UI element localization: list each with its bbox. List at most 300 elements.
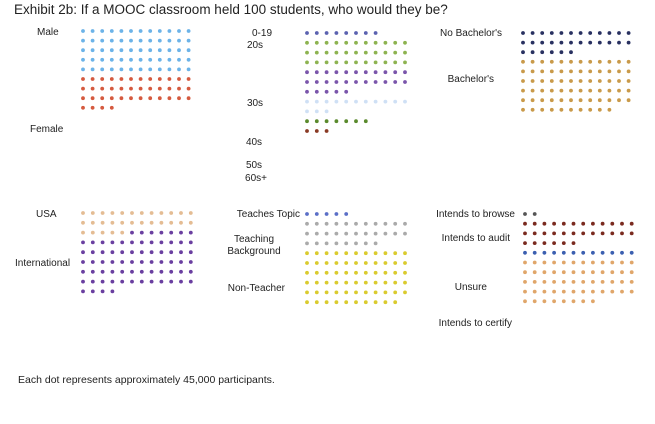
dot-country-international [81, 280, 85, 284]
dot-age-30s [335, 90, 339, 94]
dot-teaching-teaching-background [315, 242, 319, 246]
dot-age-60s- [315, 129, 319, 133]
dot-degree-no-bachelor-s [617, 41, 621, 45]
dot-age-40s [354, 100, 358, 104]
dot-intention-intends-to-certify [523, 261, 527, 265]
dot-teaching-non-teacher [344, 281, 348, 285]
dot-age-40s [315, 110, 319, 114]
dot-age-20s [374, 61, 378, 65]
dot-country-usa [179, 211, 183, 215]
dot-teaching-teaching-background [335, 232, 339, 236]
dot-teaching-non-teacher [393, 261, 397, 265]
dot-gender-male [100, 48, 104, 52]
dot-country-usa [120, 231, 124, 235]
dot-intention-intends-to-certify [591, 270, 595, 274]
dot-age-30s [344, 80, 348, 84]
dot-teaching-non-teacher [364, 251, 368, 255]
dot-degree-no-bachelor-s [560, 41, 564, 45]
dot-country-international [150, 250, 154, 254]
dot-teaching-non-teacher [393, 271, 397, 275]
dot-degree-bachelor-s [608, 79, 612, 83]
dot-country-usa [130, 221, 134, 225]
panel-degree [440, 28, 630, 112]
dot-country-international [81, 250, 85, 254]
dot-country-international [101, 270, 105, 274]
dot-age-30s [325, 70, 329, 74]
dot-degree-no-bachelor-s [540, 50, 544, 54]
dot-age-20s [403, 41, 407, 45]
dot-country-usa [140, 211, 144, 215]
dot-country-international [130, 260, 134, 264]
dot-teaching-teaches-topic [305, 212, 309, 216]
dot-degree-no-bachelor-s [540, 31, 544, 35]
dot-degree-bachelor-s [617, 70, 621, 74]
panel-gender [30, 27, 191, 135]
dot-age-20s [305, 51, 309, 55]
dot-country-international [120, 241, 124, 245]
panel-intention [436, 209, 634, 329]
dot-country-international [150, 241, 154, 245]
dot-gender-female [120, 96, 124, 100]
dot-teaching-non-teacher [393, 300, 397, 304]
dot-country-international [160, 260, 164, 264]
dot-age-50s [364, 119, 368, 123]
dot-teaching-teaching-background [374, 232, 378, 236]
dot-teaching-non-teacher [374, 251, 378, 255]
dot-teaching-non-teacher [354, 281, 358, 285]
dot-teaching-teaching-background [354, 222, 358, 226]
dot-intention-intends-to-certify [572, 299, 576, 303]
dot-degree-bachelor-s [550, 108, 554, 112]
dot-gender-female [91, 96, 95, 100]
dot-age-30s [364, 80, 368, 84]
dot-country-international [160, 241, 164, 245]
dot-intention-intends-to-audit [562, 232, 566, 236]
dot-gender-male [120, 68, 124, 72]
dot-gender-female [81, 96, 85, 100]
dot-intention-intends-to-certify [533, 280, 537, 284]
dot-country-usa [111, 231, 115, 235]
dot-gender-male [81, 29, 85, 33]
category-label: 50s [245, 160, 263, 171]
dot-degree-bachelor-s [569, 89, 573, 93]
dot-teaching-non-teacher [315, 251, 319, 255]
category-label: No Bachelor's [440, 28, 502, 39]
dot-country-usa [101, 221, 105, 225]
dot-intention-unsure [552, 251, 556, 255]
dot-gender-male [148, 58, 152, 62]
dot-intention-intends-to-certify [601, 261, 605, 265]
dot-degree-no-bachelor-s [540, 41, 544, 45]
dot-intention-intends-to-certify [591, 280, 595, 284]
dot-gender-male [168, 39, 172, 43]
dot-age-30s [403, 70, 407, 74]
dot-age-30s [354, 70, 358, 74]
dot-gender-female [110, 87, 114, 91]
dot-teaching-teaching-background [344, 222, 348, 226]
dot-age-30s [325, 90, 329, 94]
dot-age-0-19 [305, 31, 309, 35]
dot-gender-male [81, 68, 85, 72]
dot-teaching-non-teacher [403, 291, 407, 295]
dot-teaching-non-teacher [403, 271, 407, 275]
dot-intention-intends-to-certify [543, 299, 547, 303]
dot-gender-male [177, 48, 181, 52]
dot-degree-bachelor-s [569, 79, 573, 83]
dot-degree-bachelor-s [560, 98, 564, 102]
dot-intention-intends-to-certify [552, 270, 556, 274]
dot-age-20s [344, 41, 348, 45]
dot-age-30s [374, 70, 378, 74]
dot-intention-intends-to-audit [562, 222, 566, 226]
dot-teaching-non-teacher [403, 281, 407, 285]
dot-gender-female [148, 96, 152, 100]
dot-intention-intends-to-certify [581, 280, 585, 284]
dot-gender-male [139, 39, 143, 43]
dot-age-20s [315, 51, 319, 55]
dot-intention-intends-to-certify [562, 290, 566, 294]
dot-teaching-teaches-topic [335, 212, 339, 216]
dot-degree-bachelor-s [627, 89, 631, 93]
dot-country-international [169, 241, 173, 245]
dot-country-usa [111, 221, 115, 225]
dot-gender-male [100, 29, 104, 33]
dot-country-international [91, 241, 95, 245]
dot-degree-no-bachelor-s [588, 31, 592, 35]
dot-intention-intends-to-certify [591, 261, 595, 265]
dot-teaching-non-teacher [305, 251, 309, 255]
dot-intention-intends-to-certify [552, 261, 556, 265]
dot-intention-intends-to-audit [572, 241, 576, 245]
dot-intention-intends-to-audit [523, 241, 527, 245]
dot-degree-bachelor-s [627, 98, 631, 102]
dot-gender-male [187, 39, 191, 43]
dot-intention-intends-to-certify [620, 261, 624, 265]
dot-gender-female [168, 96, 172, 100]
dot-age-40s [364, 100, 368, 104]
dot-gender-male [81, 48, 85, 52]
dot-gender-male [110, 58, 114, 62]
dot-gender-male [158, 68, 162, 72]
dot-country-usa [81, 211, 85, 215]
dot-gender-male [148, 68, 152, 72]
dot-teaching-non-teacher [344, 271, 348, 275]
category-label: 40s [245, 137, 263, 148]
dot-gender-male [177, 29, 181, 33]
dot-gender-female [158, 96, 162, 100]
category-label: Teaching [233, 234, 275, 245]
dot-gender-male [100, 58, 104, 62]
dot-degree-bachelor-s [598, 89, 602, 93]
dot-country-usa [150, 211, 154, 215]
dot-teaching-non-teacher [335, 251, 339, 255]
dot-degree-bachelor-s [540, 108, 544, 112]
dot-teaching-teaching-background [364, 242, 368, 246]
dot-intention-intends-to-certify [581, 299, 585, 303]
dot-age-50s [335, 119, 339, 123]
dot-intention-unsure [572, 251, 576, 255]
dot-intention-intends-to-certify [562, 280, 566, 284]
dot-country-usa [150, 221, 154, 225]
dot-country-usa [189, 211, 193, 215]
dot-gender-male [129, 39, 133, 43]
dot-age-30s [344, 90, 348, 94]
dot-age-0-19 [335, 31, 339, 35]
dot-gender-male [110, 39, 114, 43]
dot-teaching-teaching-background [344, 242, 348, 246]
dot-age-20s [354, 51, 358, 55]
panel-teaching [227, 209, 407, 304]
dot-degree-no-bachelor-s [569, 41, 573, 45]
category-label: 0-19 [251, 28, 273, 39]
dot-teaching-non-teacher [374, 300, 378, 304]
dot-country-international [91, 280, 95, 284]
dot-intention-intends-to-certify [523, 280, 527, 284]
dot-teaching-teaching-background [393, 232, 397, 236]
dot-teaching-teaches-topic [325, 212, 329, 216]
dot-country-international [130, 250, 134, 254]
dot-gender-female [100, 77, 104, 81]
dot-country-international [150, 270, 154, 274]
dot-country-international [91, 250, 95, 254]
dot-gender-male [91, 58, 95, 62]
dot-age-20s [305, 61, 309, 65]
dot-country-international [189, 260, 193, 264]
dot-gender-female [91, 106, 95, 110]
dot-intention-intends-to-audit [572, 232, 576, 236]
dot-age-30s [315, 90, 319, 94]
dot-gender-male [91, 39, 95, 43]
dot-teaching-non-teacher [393, 291, 397, 295]
dot-age-20s [364, 61, 368, 65]
dot-teaching-teaching-background [364, 232, 368, 236]
dot-age-20s [325, 41, 329, 45]
dot-degree-no-bachelor-s [521, 41, 525, 45]
dot-country-usa [169, 221, 173, 225]
dot-teaching-non-teacher [335, 261, 339, 265]
dot-intention-unsure [610, 251, 614, 255]
dot-degree-bachelor-s [521, 98, 525, 102]
dot-intention-intends-to-certify [562, 299, 566, 303]
dot-teaching-non-teacher [305, 300, 309, 304]
dot-gender-male [148, 29, 152, 33]
dot-teaching-teaching-background [335, 222, 339, 226]
dot-teaching-non-teacher [393, 281, 397, 285]
dot-teaching-teaching-background [315, 222, 319, 226]
dot-teaching-non-teacher [315, 291, 319, 295]
dot-gender-male [129, 48, 133, 52]
dot-gender-male [177, 39, 181, 43]
dot-intention-intends-to-certify [610, 280, 614, 284]
dot-teaching-non-teacher [374, 261, 378, 265]
dot-age-20s [305, 41, 309, 45]
dot-teaching-teaching-background [374, 222, 378, 226]
dot-country-usa [169, 211, 173, 215]
dot-age-30s [393, 80, 397, 84]
dot-teaching-non-teacher [354, 261, 358, 265]
dot-degree-no-bachelor-s [579, 41, 583, 45]
dot-gender-male [120, 58, 124, 62]
dot-intention-intends-to-certify [523, 270, 527, 274]
dot-age-40s [315, 100, 319, 104]
dot-age-20s [393, 61, 397, 65]
category-label: Intends to browse [436, 209, 515, 220]
dot-intention-intends-to-browse [523, 212, 527, 216]
dot-age-40s [305, 100, 309, 104]
dot-gender-male [168, 58, 172, 62]
dot-country-international [179, 241, 183, 245]
dot-age-20s [354, 41, 358, 45]
dot-teaching-non-teacher [335, 271, 339, 275]
dot-intention-intends-to-certify [601, 280, 605, 284]
dot-country-international [179, 260, 183, 264]
dot-gender-female [168, 77, 172, 81]
dot-intention-intends-to-certify [610, 270, 614, 274]
dot-teaching-non-teacher [305, 291, 309, 295]
dot-country-international [111, 250, 115, 254]
dot-intention-intends-to-certify [630, 261, 634, 265]
category-label: USA [36, 209, 57, 220]
dot-intention-intends-to-browse [533, 212, 537, 216]
dot-gender-male [110, 48, 114, 52]
dot-teaching-non-teacher [315, 281, 319, 285]
dot-degree-bachelor-s [521, 60, 525, 64]
dot-intention-intends-to-audit [572, 222, 576, 226]
dot-age-20s [364, 41, 368, 45]
dot-intention-intends-to-certify [581, 270, 585, 274]
dot-degree-bachelor-s [540, 98, 544, 102]
dot-age-40s [325, 100, 329, 104]
dot-age-20s [354, 61, 358, 65]
dot-country-international [189, 250, 193, 254]
dot-degree-bachelor-s [531, 108, 535, 112]
dot-age-30s [315, 70, 319, 74]
dot-age-30s [305, 90, 309, 94]
dot-gender-female [110, 77, 114, 81]
dot-country-usa [101, 231, 105, 235]
dot-intention-intends-to-certify [581, 261, 585, 265]
dot-intention-intends-to-certify [620, 270, 624, 274]
dot-teaching-teaching-background [305, 242, 309, 246]
dot-gender-female [139, 87, 143, 91]
dot-teaching-non-teacher [325, 261, 329, 265]
dot-intention-intends-to-certify [620, 290, 624, 294]
dot-degree-bachelor-s [588, 60, 592, 64]
dot-degree-no-bachelor-s [627, 31, 631, 35]
dot-teaching-teaches-topic [344, 212, 348, 216]
dot-degree-bachelor-s [540, 79, 544, 83]
dot-degree-bachelor-s [608, 60, 612, 64]
dot-gender-female [148, 77, 152, 81]
dot-teaching-non-teacher [354, 291, 358, 295]
dot-teaching-non-teacher [344, 300, 348, 304]
dot-country-usa [111, 211, 115, 215]
dot-intention-intends-to-audit [552, 222, 556, 226]
dot-intention-unsure [630, 251, 634, 255]
dot-intention-intends-to-certify [552, 290, 556, 294]
dot-intention-intends-to-certify [543, 261, 547, 265]
dot-intention-intends-to-audit [620, 232, 624, 236]
dot-teaching-non-teacher [335, 300, 339, 304]
category-label: International [15, 258, 71, 269]
dot-teaching-non-teacher [335, 281, 339, 285]
dot-gender-female [177, 77, 181, 81]
dot-age-40s [325, 110, 329, 114]
dot-gender-female [100, 87, 104, 91]
dot-teaching-non-teacher [364, 300, 368, 304]
dot-degree-bachelor-s [560, 79, 564, 83]
dot-gender-female [110, 106, 114, 110]
dot-teaching-teaching-background [403, 222, 407, 226]
dot-teaching-teaches-topic [315, 212, 319, 216]
dot-teaching-non-teacher [325, 300, 329, 304]
dot-teaching-non-teacher [403, 261, 407, 265]
dot-gender-male [100, 39, 104, 43]
dot-teaching-non-teacher [325, 251, 329, 255]
dot-degree-bachelor-s [521, 108, 525, 112]
dot-age-20s [315, 41, 319, 45]
category-label: Teaches Topic [236, 209, 300, 220]
dot-country-international [101, 290, 105, 294]
dot-teaching-teaching-background [325, 242, 329, 246]
dot-gender-male [158, 29, 162, 33]
dot-age-40s [344, 100, 348, 104]
dot-age-60s- [305, 129, 309, 133]
dot-country-usa [91, 221, 95, 225]
dot-age-40s [305, 110, 309, 114]
category-label: Female [30, 124, 64, 135]
dot-degree-bachelor-s [588, 108, 592, 112]
dot-degree-no-bachelor-s [598, 41, 602, 45]
dot-intention-intends-to-audit [581, 232, 585, 236]
dot-degree-bachelor-s [560, 108, 564, 112]
dot-degree-bachelor-s [569, 60, 573, 64]
dot-degree-bachelor-s [598, 98, 602, 102]
dot-degree-bachelor-s [560, 70, 564, 74]
dot-intention-intends-to-certify [533, 290, 537, 294]
dot-teaching-non-teacher [364, 281, 368, 285]
dot-country-usa [120, 221, 124, 225]
dot-teaching-non-teacher [344, 251, 348, 255]
dot-teaching-non-teacher [325, 281, 329, 285]
dot-degree-no-bachelor-s [550, 41, 554, 45]
dot-intention-intends-to-certify [562, 270, 566, 274]
dot-intention-intends-to-certify [572, 270, 576, 274]
dot-country-usa [81, 231, 85, 235]
dot-country-international [111, 270, 115, 274]
dot-age-20s [325, 51, 329, 55]
dot-age-20s [335, 61, 339, 65]
dot-degree-bachelor-s [579, 89, 583, 93]
dot-age-20s [325, 61, 329, 65]
dot-country-usa [130, 211, 134, 215]
footnote: Each dot represents approximately 45,000 participants. [18, 374, 275, 386]
dot-country-international [130, 241, 134, 245]
dot-degree-no-bachelor-s [550, 31, 554, 35]
dot-teaching-non-teacher [393, 251, 397, 255]
dot-gender-female [139, 77, 143, 81]
dot-age-0-19 [374, 31, 378, 35]
category-label: Background [227, 246, 281, 257]
dot-intention-intends-to-audit [630, 232, 634, 236]
dot-country-international [81, 260, 85, 264]
dot-country-usa [160, 221, 164, 225]
dot-age-60s- [325, 129, 329, 133]
dot-teaching-teaching-background [325, 222, 329, 226]
dot-country-international [189, 280, 193, 284]
dot-intention-intends-to-certify [552, 280, 556, 284]
dot-degree-bachelor-s [588, 98, 592, 102]
